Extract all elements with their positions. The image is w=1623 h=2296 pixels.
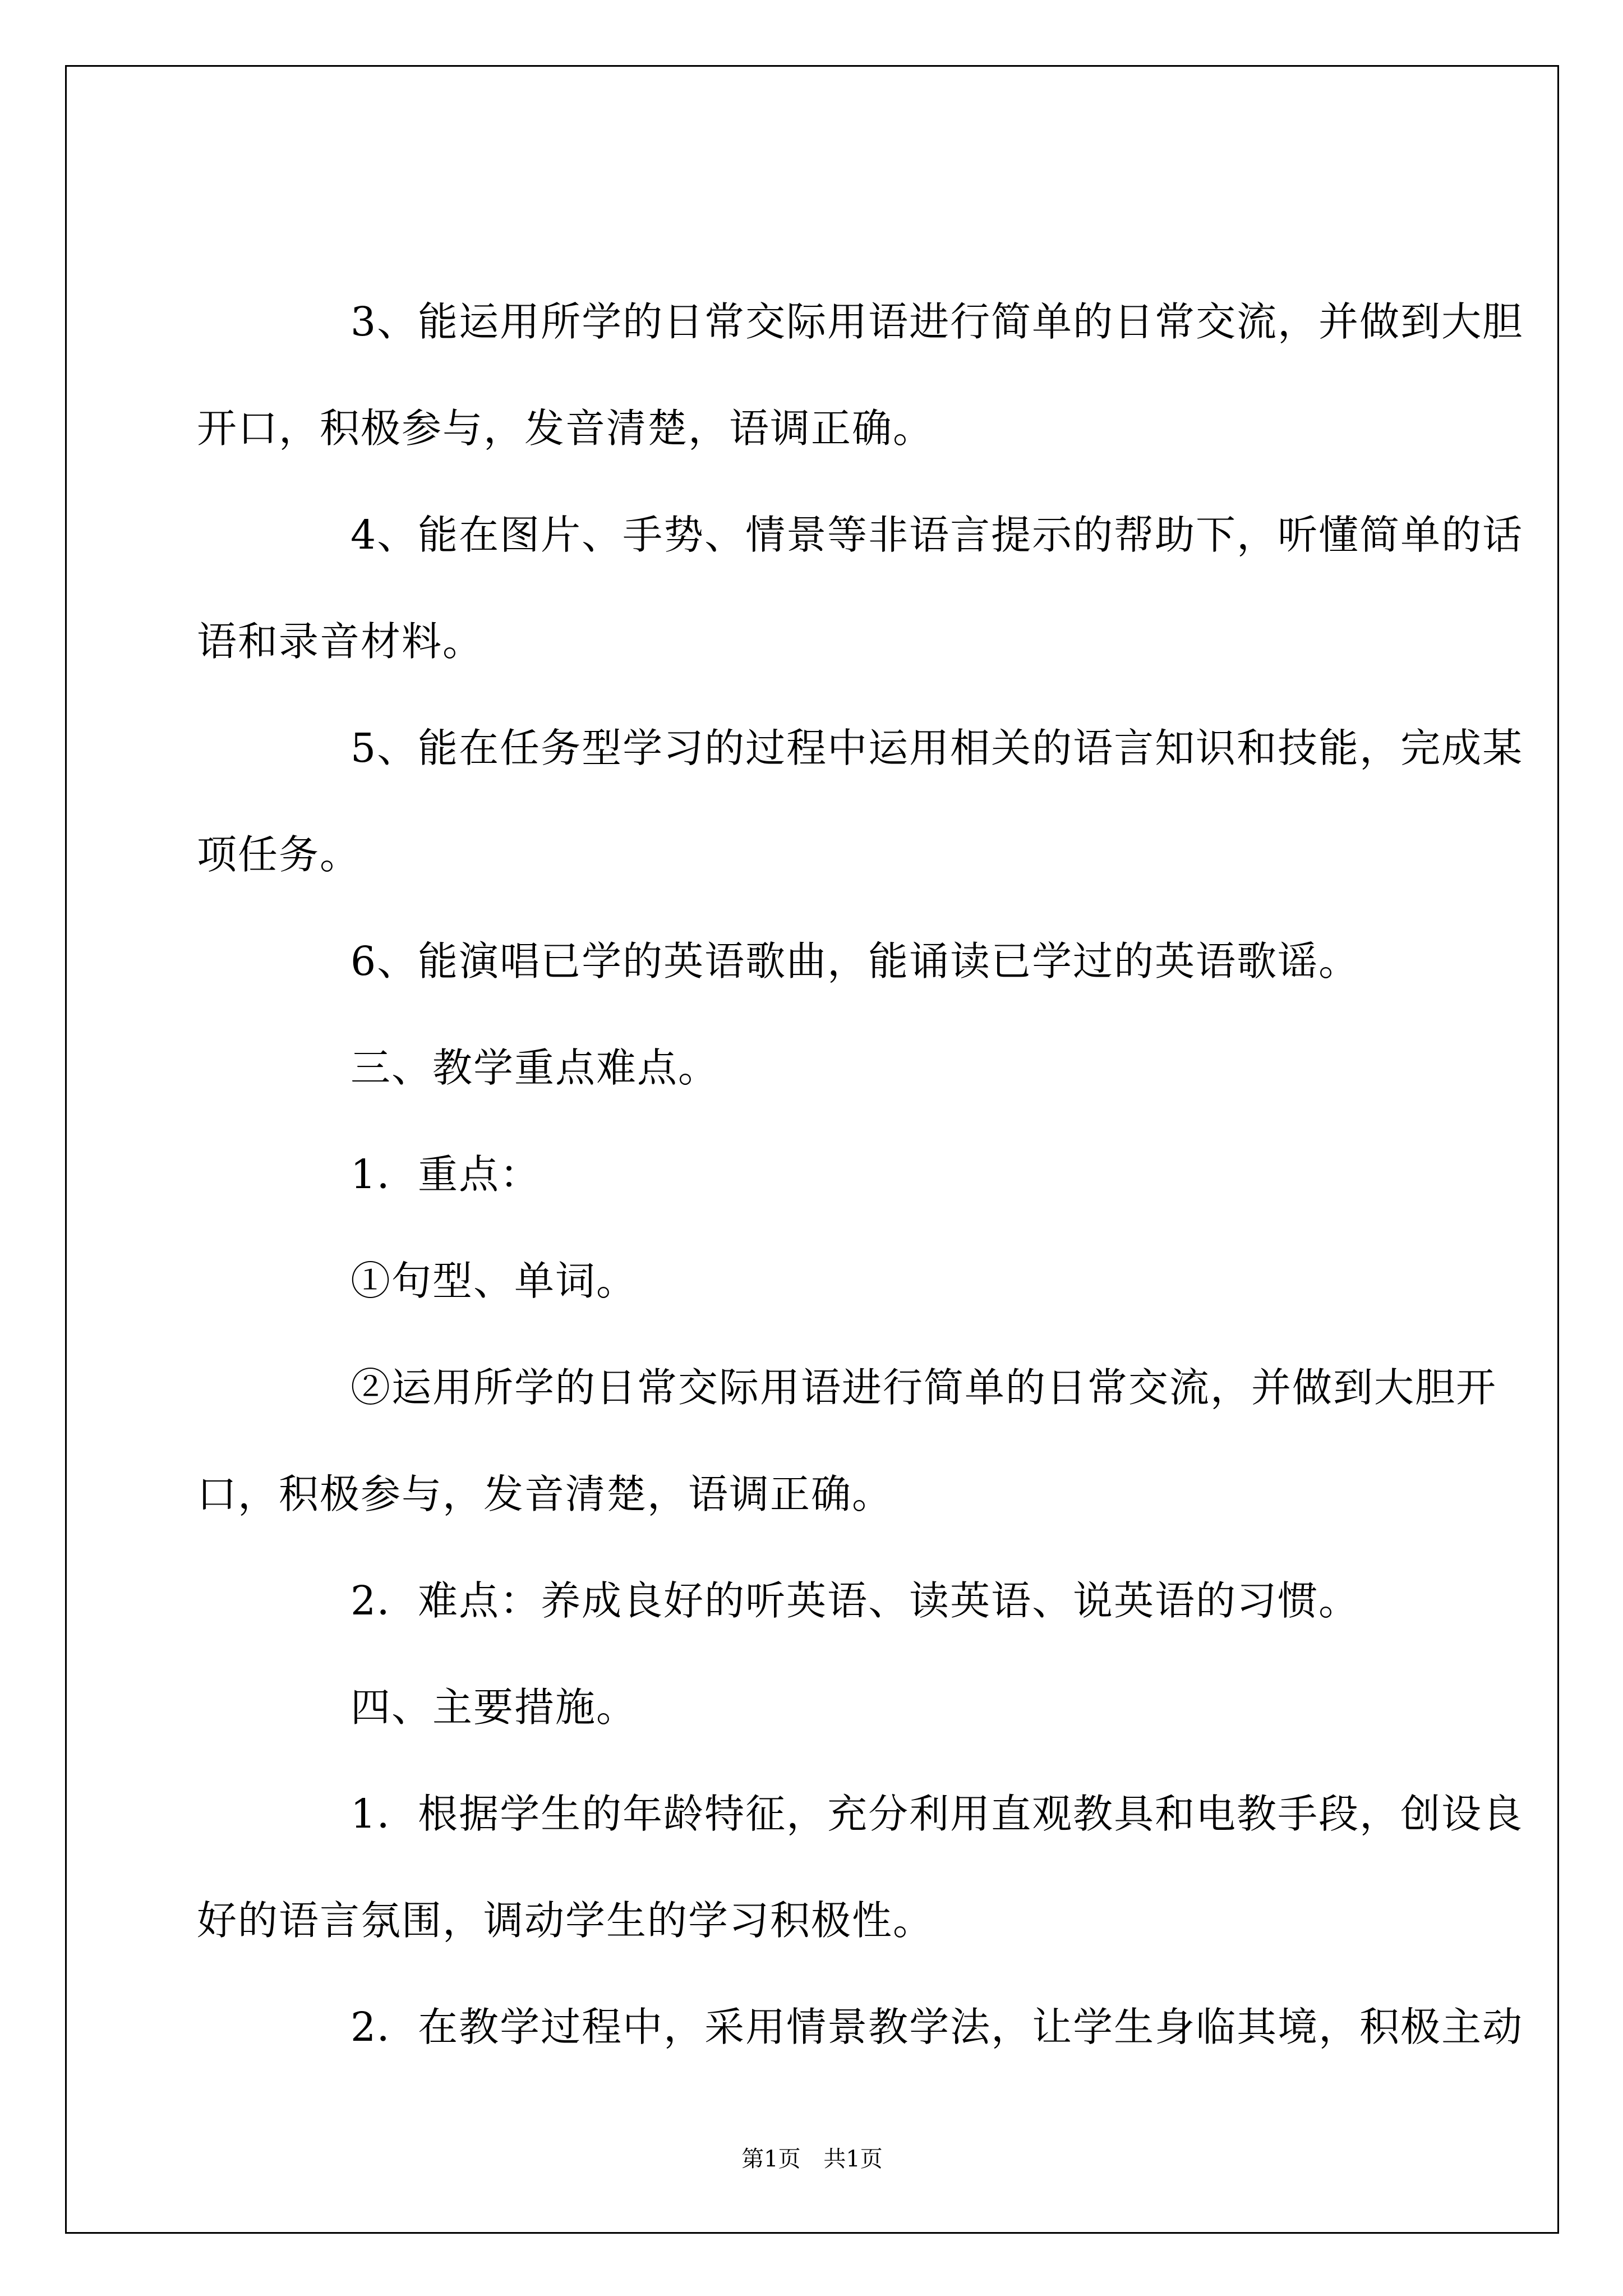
text-line: 口，积极参与，发音清楚，语调正确。 bbox=[197, 1471, 893, 1517]
section-heading-main-measures bbox=[197, 1654, 1498, 1761]
text-line: 好的语言氛围，调动学生的学习积极性。 bbox=[197, 1897, 934, 1944]
page-number-current: 第1页 bbox=[741, 2146, 801, 2172]
paragraph-item-5 bbox=[197, 695, 1524, 908]
key-point-1 bbox=[197, 1228, 1498, 1335]
text-line: 1．重点： bbox=[351, 1151, 541, 1198]
measure-item-1 bbox=[197, 1761, 1524, 1974]
subheading-key-points bbox=[197, 1121, 1498, 1228]
text-line: 2．难点：养成良好的听英语、读英语、说英语的习惯。 bbox=[351, 1577, 1360, 1624]
text-line: ①句型、单词。 bbox=[351, 1258, 638, 1304]
paragraph-item-6 bbox=[197, 908, 1498, 1015]
key-point-2 bbox=[197, 1335, 1498, 1548]
paragraph-item-3 bbox=[197, 269, 1524, 482]
text-line: 5、能在任务型学习的过程中运用相关的语言知识和技能，完成某 bbox=[351, 725, 1524, 771]
document-body bbox=[67, 67, 1557, 2232]
text-line: 开口，积极参与，发音清楚，语调正确。 bbox=[197, 405, 934, 452]
text-line: 3、能运用所学的日常交际用语进行简单的日常交流，并做到大胆 bbox=[351, 298, 1524, 345]
measure-item-2 bbox=[197, 1974, 1524, 2081]
section-heading-teaching-focus bbox=[197, 1015, 1498, 1121]
page-number-total: 共1页 bbox=[823, 2146, 883, 2172]
text-line: 6、能演唱已学的英语歌曲，能诵读已学过的英语歌谣。 bbox=[351, 938, 1360, 984]
page-footer bbox=[67, 2141, 1557, 2173]
paragraph-item-4 bbox=[197, 482, 1524, 695]
text-line: 四、主要措施。 bbox=[351, 1684, 638, 1731]
text-line: 三、教学重点难点。 bbox=[351, 1045, 720, 1091]
difficult-points bbox=[197, 1548, 1498, 1654]
text-line: 2．在教学过程中，采用情景教学法，让学生身临其境，积极主动 bbox=[351, 2004, 1524, 2050]
text-line: 语和录音材料。 bbox=[197, 618, 484, 665]
text-line: ②运用所学的日常交际用语进行简单的日常交流，并做到大胆开 bbox=[351, 1364, 1497, 1411]
page-frame bbox=[65, 65, 1559, 2234]
text-line: 1．根据学生的年龄特征，充分利用直观教具和电教手段，创设良 bbox=[351, 1791, 1524, 1837]
text-line: 项任务。 bbox=[197, 831, 361, 878]
text-line: 4、能在图片、手势、情景等非语言提示的帮助下，听懂简单的话 bbox=[351, 512, 1524, 558]
